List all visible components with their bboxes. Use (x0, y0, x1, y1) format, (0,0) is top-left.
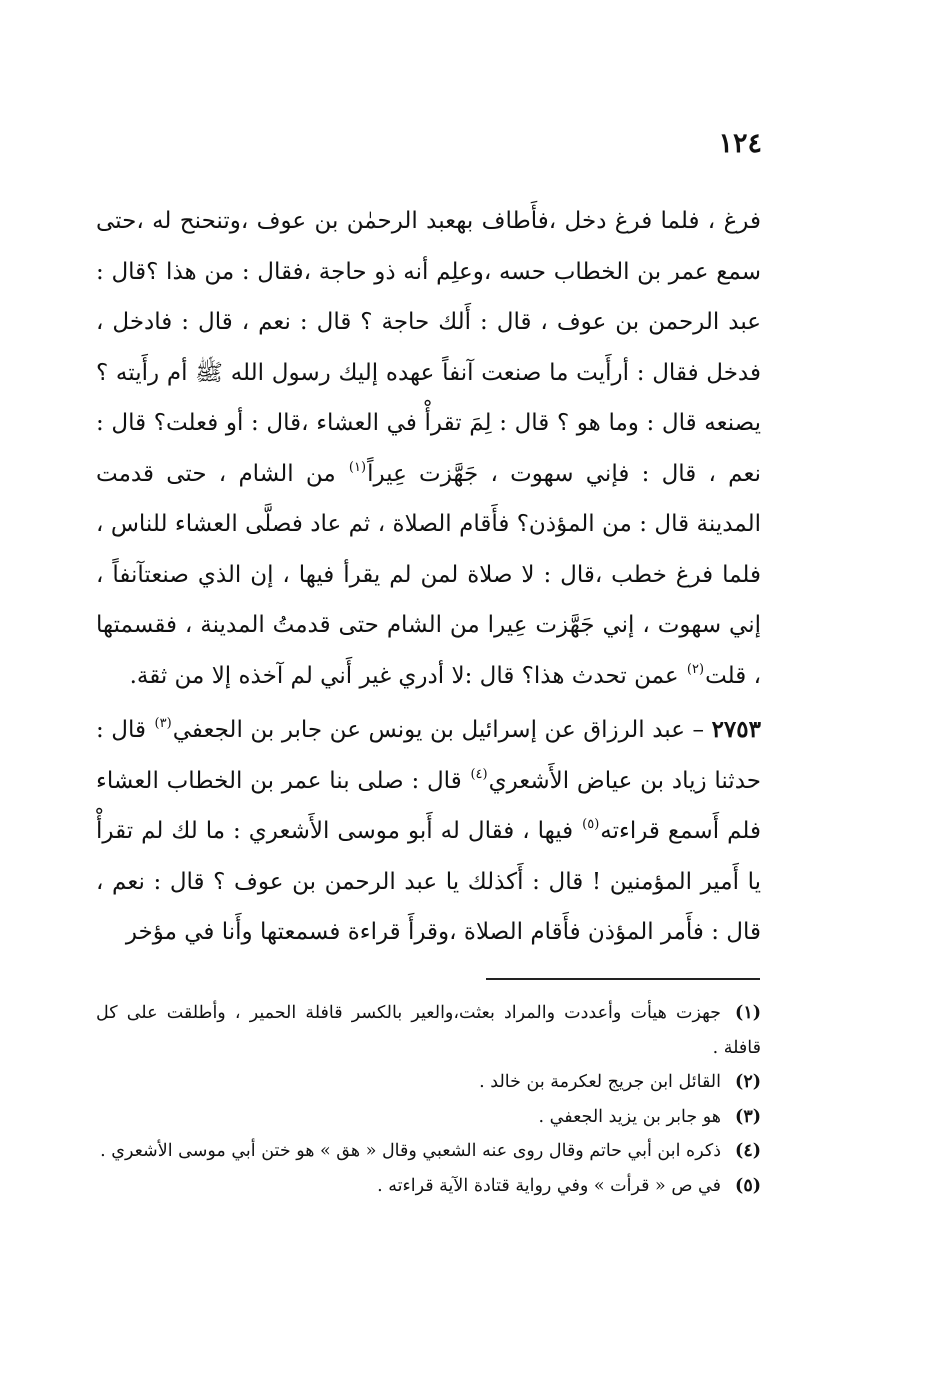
footnote-text: القائل ابن جريج لعكرمة بن خالد . (479, 1072, 721, 1092)
footnote-label: (٢) (735, 1072, 761, 1092)
text-run: قال : صلى بنا عمر بن الخطاب العشاء فلم أَسمع قراءته (96, 767, 761, 844)
footnote-label: (٥) (735, 1175, 761, 1196)
paragraph (96, 705, 761, 958)
hadith-number: ٢٧٥٣ (711, 716, 761, 743)
footnote-label: (٤) (735, 1141, 761, 1161)
text-run: فرغ ، فلما فرغ دخل ،فأَطاف بهعبد الرحمٰن بن عوف ،وتنحنح له ،حتى سمع عمر بن الخطاب حسه ،وعلِم أنه ذو حاجة ،فقال : من هذا ؟قال : عبد الرحمن بن عوف ، قال : أَلك حاجة ؟ قال : نعم ، قال : فادخل ، فدخل فقال : أرأَيت ما صنعت آنفاً عهده إليك رسول الله ﷺ أم رأَيته ؟يصنعه قال : وما هو ؟ قال : لِمَ تقرأْ في العشاء ،قال : أو فعلت؟ قال : نعم ، قال : فإني سهوت ، جَهَّزت عِيراً (96, 208, 761, 487)
footnote (96, 1065, 761, 1100)
footnotes (96, 996, 761, 1203)
footnote-ref: (٤) (470, 766, 488, 782)
footnote-text: جهزت هيأت وأعددت والمراد بعثت،والعير بالكسر قافلة الحمير ، وأطلقت على كل قافلة . (96, 1003, 761, 1058)
footnote-text: ذكره ابن أبي حاتم وقال روى عنه الشعبي وقال « هق » هو ختن أبي موسى الأشعري . (100, 1141, 721, 1161)
footnote (96, 1169, 761, 1204)
text-run: عمن تحدث هذا؟ قال :لا أدري غير أَني لم آخذه إلا من ثقة. (129, 662, 686, 689)
footnote-ref: (٣) (154, 716, 172, 732)
text-run: من الشام ، حتى قدمت المدينة قال : من المؤذن؟ فأَقام الصلاة ، ثم عاد فصلَّى العشاء للناس ، فلما فرغ خطب ،قال : لا صلاة لمن لم يقرأ فيها ، إن الذي صنعتآنفاً ، إني سهوت ، إني جَهَّزت عِيرا من الشام حتى قدمتُ المدينة ، فقسمتها ، قلت (96, 460, 761, 689)
text-run: فيها ، فقال له أَبو موسى الأَشعري : ما لك لم تقرأْ يا أَمير المؤمنين ! قال : أَكذلك يا عبد الرحمن بن عوف ؟ قال : نعم ، قال : فأَمر المؤذن فأَقام الصلاة ،وقرأَ قراءة فسمعتها وأَنا في مؤخر (96, 818, 761, 945)
footnote-text: هو جابر بن يزيد الجعفي . (538, 1106, 721, 1127)
footnote (96, 996, 761, 1065)
text-run: قال : حدثنا زياد بن عياض الأَشعري (96, 717, 761, 794)
footnote-label: (١) (735, 1003, 761, 1023)
footnote (96, 1134, 761, 1169)
main-text (96, 196, 761, 958)
page-number: ١٢٤ (718, 128, 762, 159)
footnote-text: في ص « قرأت » وفي رواية قتادة الآية قراءته . (377, 1175, 721, 1196)
paragraph (96, 196, 761, 701)
footnote-ref: (٢) (686, 661, 705, 677)
footnote-label: (٣) (735, 1106, 761, 1127)
footnote-separator (486, 978, 760, 980)
footnote-ref: (٥) (582, 817, 600, 833)
text-run: – عبد الرزاق عن إسرائيل بن يونس عن جابر بن الجعفي (172, 717, 712, 743)
footnote (96, 1100, 761, 1135)
footnote-ref: (١) (348, 459, 367, 475)
